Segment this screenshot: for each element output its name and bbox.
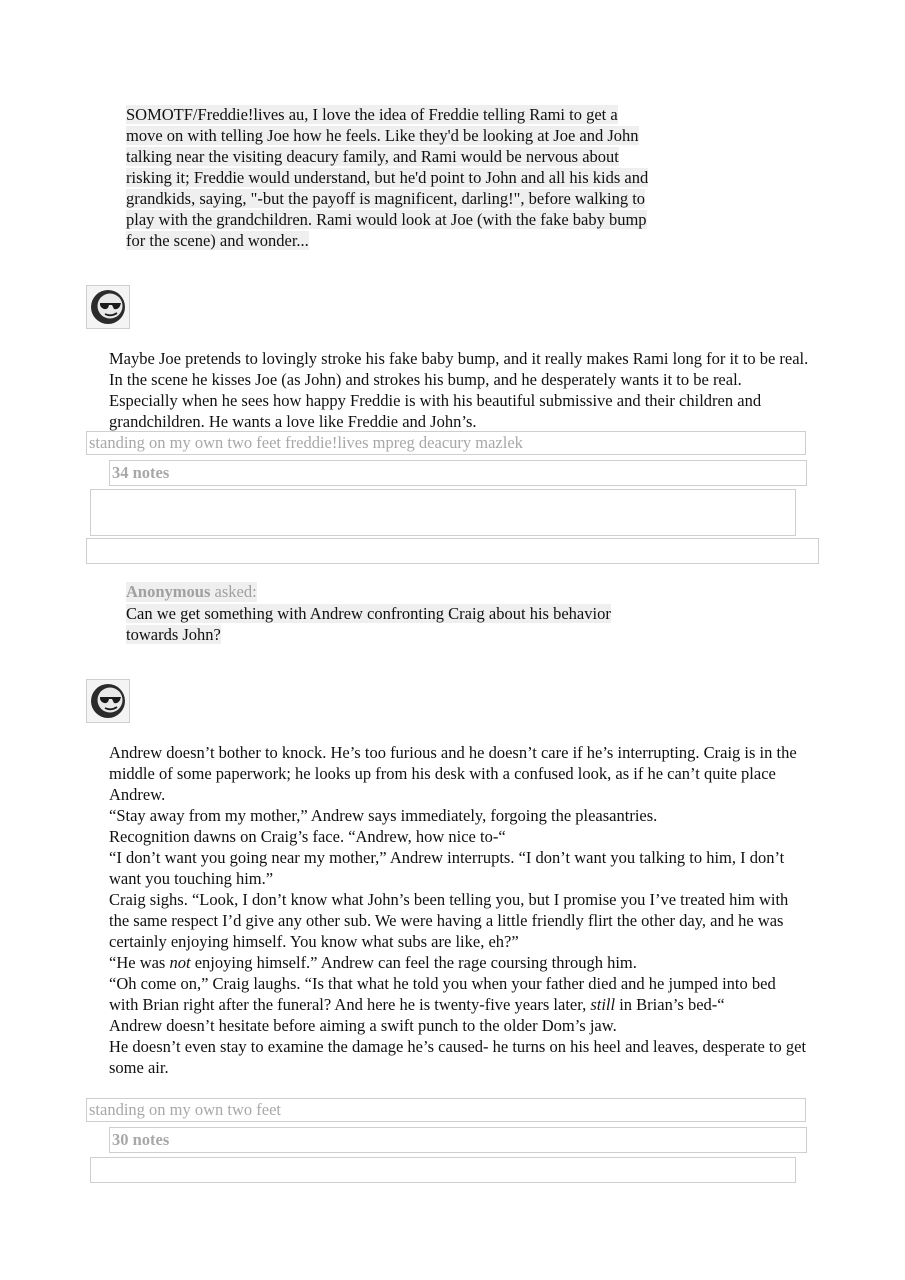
question-line: Can we get something with Andrew confronting Craig about his behavior [126,604,611,623]
text-run: enjoying himself.” Andrew can feel the rage coursing through him. [190,953,637,972]
text-run: “Oh come on,” Craig laughs. “Is that what he told you when your father died and he jumped into bed with Brian right after the funeral? And here he is twenty-five years later, [109,974,776,1014]
quote-line: move on with telling Joe how he feels. Like they'd be looking at Joe and John [126,126,639,145]
post1-notes[interactable]: 34 notes [109,460,807,486]
quote-line: SOMOTF/Freddie!lives au, I love the idea of Freddie telling Rami to get a [126,105,618,124]
post1-tags[interactable]: standing on my own two feet freddie!lives mpreg deacury mazlek [86,431,806,455]
story-paragraph: Andrew doesn’t hesitate before aiming a swift punch to the older Dom’s jaw. [109,1016,617,1035]
story-paragraph: Craig sighs. “Look, I don’t know what John’s been telling you, but I promise you I’ve treated him with the same respect I’d give any other sub. We were having a little friendly flirt the other day, and he was certainly enjoying himself. You know what subs are like, eh?” [109,890,789,951]
post1-answer [109,348,809,432]
quote-line: play with the grandchildren. Rami would look at Joe (with the fake baby bump [126,210,647,229]
story-paragraph: Recognition dawns on Craig’s face. “Andrew, how nice to-“ [109,827,506,846]
emphasis: still [590,995,616,1014]
post1-footer-box [90,489,796,536]
text-run: in Brian’s bed-“ [615,995,725,1014]
post2-tags[interactable]: standing on my own two feet [86,1098,806,1122]
avatar[interactable] [86,285,130,329]
story-paragraph: He doesn’t even stay to examine the damage he’s caused- he turns on his heel and leaves, desperate to get some air. [109,1037,807,1077]
post2-notes[interactable]: 30 notes [109,1127,807,1153]
avatar[interactable] [86,679,130,723]
post2-answer [109,742,809,1078]
post2-footer-box [90,1157,796,1183]
post-divider [86,538,819,564]
answer-text: Maybe Joe pretends to lovingly stroke his fake baby bump, and it really makes Rami long for it to be real. In the scene he kisses Joe (as John) and strokes his bump, and he desperately wants it to be real. Especially when he sees how happy Freddie is with his beautiful submissive and their children and grandchildren. He wants a love like Freddie and John’s. [109,349,809,431]
text-run: “He was [109,953,170,972]
asker-line [126,582,257,602]
sunglasses-face-icon [87,680,129,722]
quote-line: for the scene) and wonder... [126,231,309,250]
story-paragraph [109,973,809,1015]
story-paragraph: Andrew doesn’t bother to knock. He’s too furious and he doesn’t care if he’s interrupting. Craig is in the middle of some paperwork; he looks up from his desk with a confused look, as if he can’t quite place Andrew. [109,743,797,804]
asker-suffix: asked: [214,582,257,601]
story-paragraph [109,952,809,973]
asker-name[interactable]: Anonymous [126,582,211,601]
quote-line: grandkids, saying, "-but the payoff is magnificent, darling!", before walking to [126,189,646,208]
post2-question [126,603,726,645]
story-paragraph: “Stay away from my mother,” Andrew says immediately, forgoing the pleasantries. [109,806,658,825]
story-paragraph: “I don’t want you going near my mother,” Andrew interrupts. “I don’t want you talking to him, I don’t want you touching him.” [109,848,785,888]
question-line: towards John? [126,625,221,644]
sunglasses-face-icon [87,286,129,328]
quote-line: risking it; Freddie would understand, but he'd point to John and all his kids and [126,168,649,187]
emphasis: not [169,953,191,972]
quote-line: talking near the visiting deacury family, and Rami would be nervous about [126,147,619,166]
post1-quote [126,104,726,251]
